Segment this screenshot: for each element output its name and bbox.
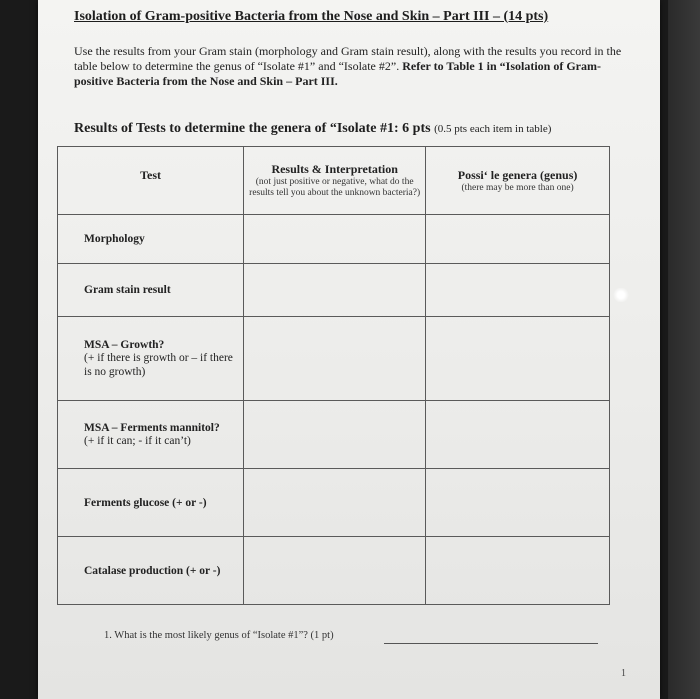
table-header-row: [58, 147, 610, 215]
row-label-note: (+ if it can; - if it can’t): [84, 434, 191, 447]
row-label-text: Catalase production (+ or -): [84, 564, 221, 577]
row-label-note: (+ if there is growth or – if there is no growth): [84, 351, 233, 378]
header-results: [244, 147, 426, 215]
instructions-text: Use the results from your Gram stain (morphology and Gram stain result), along with the results you record in the table below to determine the genus of “Isolate #1” and “Isolate #2”.: [74, 44, 622, 73]
page-number: 1: [621, 668, 626, 679]
row-label-msa-mannitol: [58, 401, 244, 469]
document-page: [38, 0, 660, 699]
row-label-catalase: [58, 537, 244, 605]
genera-cell[interactable]: [426, 215, 610, 264]
row-label-text: Morphology: [84, 233, 145, 245]
genera-cell[interactable]: [426, 317, 610, 401]
results-table: [57, 146, 610, 605]
row-label-morphology: [58, 215, 244, 264]
table-row: [58, 469, 610, 537]
table-row: [58, 317, 610, 401]
instructions-reference: Refer to Table 1 in “Isolation of Gram-positive Bacteria from the Nose and Skin – Part III.: [74, 59, 601, 88]
row-label-text: Ferments glucose (+ or -): [84, 496, 207, 509]
results-cell[interactable]: [244, 215, 426, 264]
section-heading: [74, 121, 551, 137]
instructions: [74, 44, 634, 89]
header-genera: [426, 147, 610, 215]
genera-cell[interactable]: [426, 401, 610, 469]
question-1: 1. What is the most likely genus of “Isolate #1”? (1 pt): [104, 630, 334, 641]
answer-line[interactable]: [384, 643, 598, 644]
header-genera-subtitle: (there may be more than one): [461, 182, 574, 193]
light-glare: [612, 288, 630, 302]
header-genera-title: Possi‘ le genera (genus): [457, 167, 578, 182]
results-cell[interactable]: [244, 401, 426, 469]
results-cell[interactable]: [244, 537, 426, 605]
header-results-title: Results & Interpretation: [271, 162, 398, 176]
table-row: [58, 537, 610, 605]
table-row: [58, 264, 610, 317]
results-cell[interactable]: [244, 469, 426, 537]
table-row: [58, 401, 610, 469]
genera-cell[interactable]: [426, 537, 610, 605]
results-cell[interactable]: [244, 264, 426, 317]
row-label-msa-growth: [58, 317, 244, 401]
row-label-text: Gram stain result: [84, 284, 171, 296]
header-results-subtitle: (not just positive or negative, what do the results tell you about the unknown bacteria?): [249, 177, 421, 198]
section-heading-main: Results of Tests to determine the genera of “Isolate #1: 6 pts: [74, 121, 435, 136]
table-row: [58, 215, 610, 264]
page-title: Isolation of Gram-positive Bacteria from the Nose and Skin – Part III – (14 pts): [74, 9, 549, 24]
results-cell[interactable]: [244, 317, 426, 401]
section-heading-note: (0.5 pts each item in table): [434, 123, 552, 135]
row-label-text: MSA – Ferments mannitol?: [84, 421, 220, 434]
genera-cell[interactable]: [426, 264, 610, 317]
genera-cell[interactable]: [426, 469, 610, 537]
row-label-glucose: [58, 469, 244, 537]
row-label-text: MSA – Growth?: [84, 338, 165, 351]
row-label-gram-stain: [58, 264, 244, 317]
header-test: Test: [58, 147, 244, 215]
background-edge: [668, 0, 700, 699]
